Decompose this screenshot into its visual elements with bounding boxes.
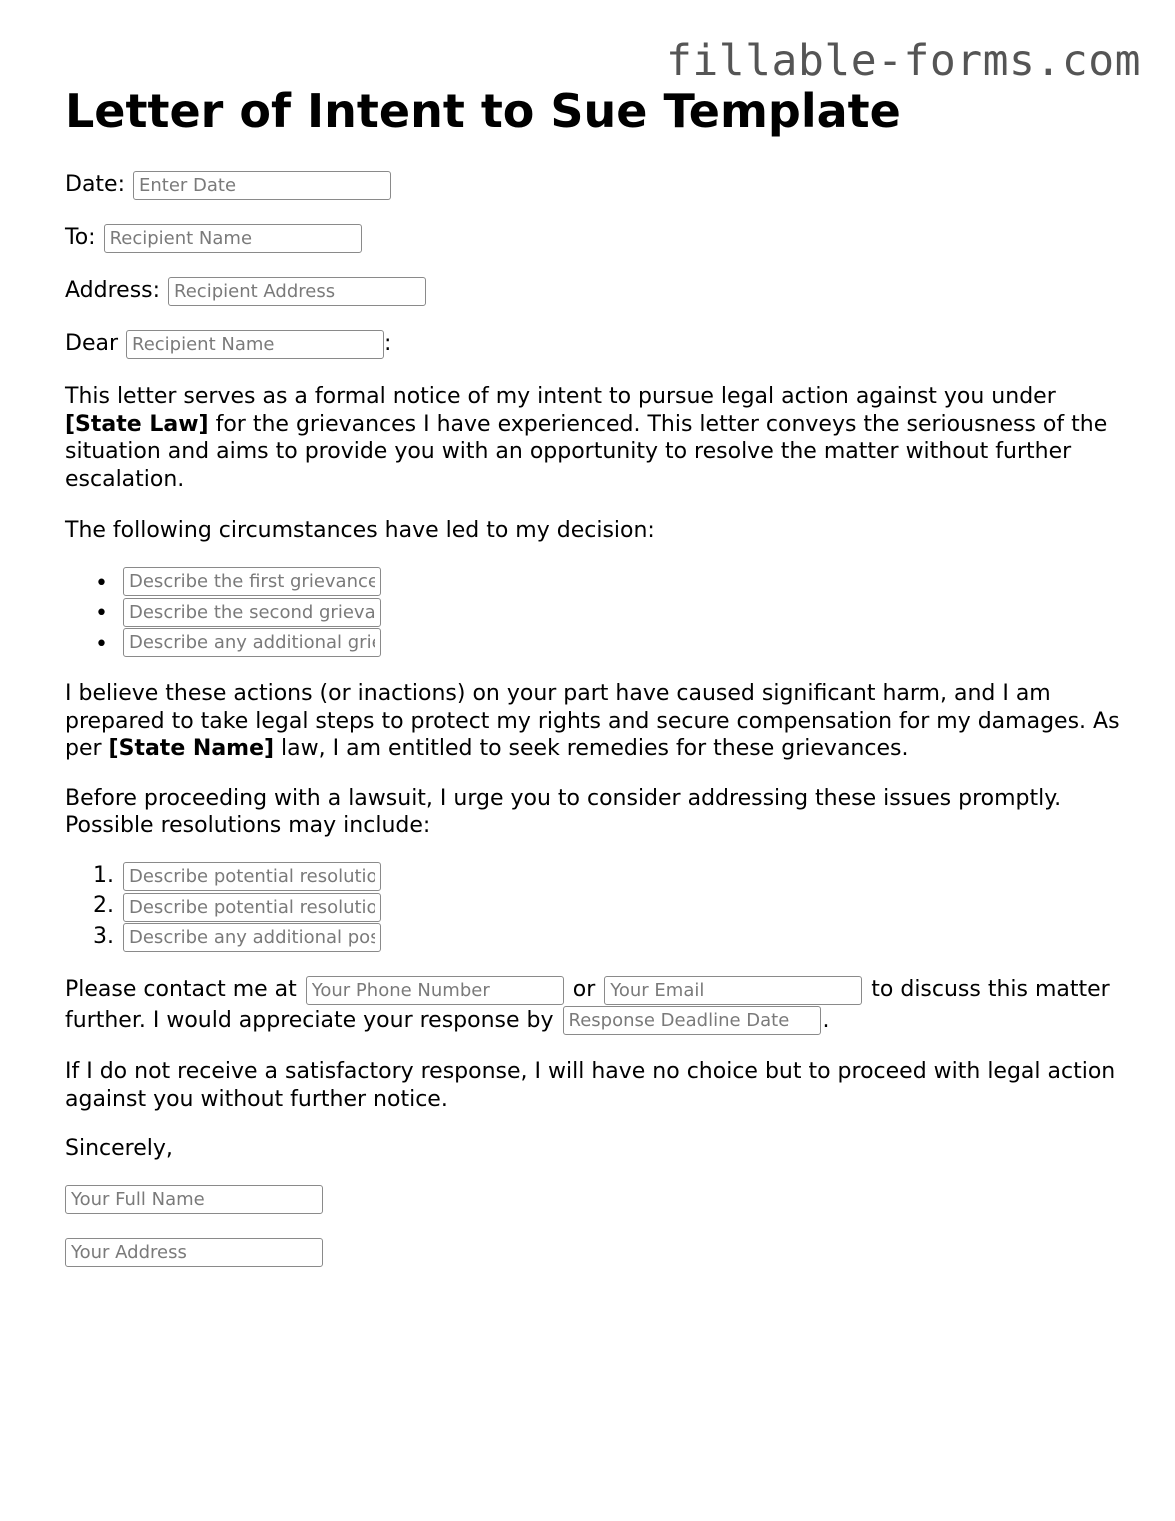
contact-text-1: Please contact me at	[65, 977, 304, 1002]
signature-name-row	[65, 1185, 1125, 1215]
harm-paragraph	[65, 680, 1125, 763]
grievance-input-3[interactable]	[123, 628, 381, 657]
to-label: To:	[65, 225, 96, 250]
resolution-list	[65, 862, 1125, 954]
harm-text-after: law, I am entitled to seek remedies for these grievances.	[274, 736, 909, 761]
recipient-address-input[interactable]	[168, 277, 426, 306]
list-number: 3.	[93, 923, 114, 949]
page-title: Letter of Intent to Sue Template	[65, 84, 901, 138]
list-item	[93, 923, 1125, 954]
resolution-input-2[interactable]	[123, 893, 381, 922]
resolutions-intro-paragraph: Before proceeding with a lawsuit, I urge you to consider addressing these issues promptly. Possible resolutions may include:	[65, 785, 1062, 838]
bullet-icon: •	[95, 631, 108, 657]
contact-text-2: or	[565, 977, 603, 1002]
phone-input[interactable]	[306, 976, 564, 1005]
recipient-name-input[interactable]	[104, 224, 362, 253]
list-item	[95, 567, 1125, 598]
list-item	[93, 862, 1125, 893]
contact-text-4: .	[822, 1007, 830, 1033]
sender-address-input[interactable]	[65, 1238, 323, 1267]
watermark: fillable-forms.com	[666, 36, 1141, 86]
circumstances-paragraph: The following circumstances have led to my decision:	[65, 518, 655, 543]
contact-text-3: to discuss this matter further. I would appreciate your response by	[65, 977, 1110, 1033]
intro-paragraph	[65, 383, 1125, 493]
grievance-input-2[interactable]	[123, 598, 381, 627]
list-item	[95, 628, 1125, 659]
dear-label: Dear	[65, 331, 119, 356]
date-input[interactable]	[133, 171, 391, 200]
intro-text-after: for the grievances I have experienced. This letter conveys the seriousness of the situation and aims to provide you with an opportunity to resolve the matter without further escalation.	[65, 411, 1108, 492]
state-law-placeholder: [State Law]	[65, 411, 209, 437]
signature-address-row	[65, 1238, 1125, 1268]
address-row	[65, 276, 1125, 306]
salutation-colon: :	[384, 331, 392, 356]
list-number: 1.	[93, 862, 114, 888]
resolution-input-1[interactable]	[123, 862, 381, 891]
bullet-icon: •	[95, 601, 108, 626]
closing: Sincerely,	[65, 1136, 173, 1161]
list-item	[95, 597, 1125, 628]
salutation-name-input[interactable]	[126, 330, 384, 359]
address-label: Address:	[65, 278, 161, 303]
intro-text-before: This letter serves as a formal notice of my intent to pursue legal action against you under	[65, 384, 1056, 409]
salutation-row	[65, 329, 1125, 359]
grievance-input-1[interactable]	[123, 567, 381, 596]
harm-text-before: I believe these actions (or inactions) on your part have caused significant harm, and I am prepared to take legal steps to protect my rights and secure compensation for my damages. As per	[65, 681, 1120, 761]
response-deadline-input[interactable]	[563, 1006, 821, 1035]
email-input[interactable]	[604, 976, 862, 1005]
grievance-list	[65, 567, 1125, 659]
letter-page	[65, 86, 1125, 1268]
contact-paragraph	[65, 975, 1125, 1036]
list-number: 2.	[93, 893, 114, 918]
state-name-placeholder: [State Name]	[108, 736, 275, 761]
list-item	[93, 892, 1125, 923]
consequence-paragraph: If I do not receive a satisfactory response, I will have no choice but to proceed with legal action against you without further notice.	[65, 1059, 1116, 1112]
date-label: Date:	[65, 172, 125, 197]
bullet-icon: •	[95, 570, 108, 596]
to-row	[65, 223, 1125, 253]
resolution-input-3[interactable]	[123, 923, 381, 952]
full-name-input[interactable]	[65, 1185, 323, 1214]
date-row	[65, 170, 1125, 200]
